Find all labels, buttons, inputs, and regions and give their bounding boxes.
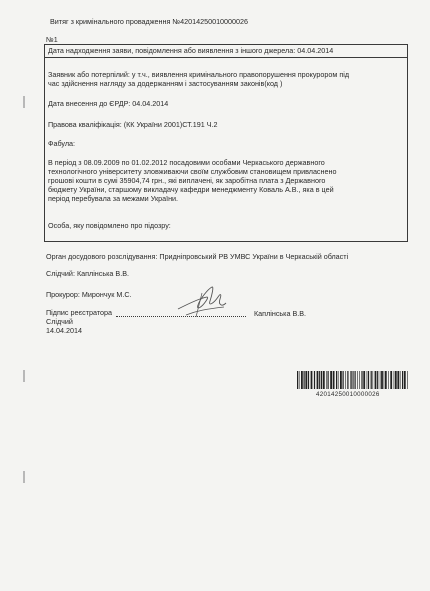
barcode-bar — [402, 371, 403, 389]
barcode-number: 42014250010000026 — [316, 391, 380, 398]
investigation-organ: Орган досудового розслідування: Придніпровський РВ УМВС України в Черкаській області — [46, 252, 349, 261]
barcode-bar — [361, 371, 362, 389]
barcode-bar — [326, 371, 327, 389]
barcode-bar — [336, 371, 337, 389]
applicant-line-2: час здійснення нагляду за додержанням і застосуванням законів(код ) — [48, 79, 283, 88]
barcode-bar — [390, 371, 392, 389]
punch-mark — [21, 96, 27, 108]
barcode-bar — [317, 371, 319, 389]
plot-line-1: В період з 08.09.2009 по 01.02.2012 посадовими особами Черкаського державного — [48, 158, 325, 167]
barcode-bar — [314, 371, 315, 389]
barcode-bar — [385, 371, 387, 389]
erdr-date: Дата внесення до ЄРДР: 04.04.2014 — [48, 99, 169, 108]
barcode-bar — [304, 371, 305, 389]
barcode-bar — [400, 371, 401, 389]
plot-line-2: технологічного університету зловживаючи своїм службовим становищем привласнено — [48, 167, 337, 176]
prosecutor-line: Прокурор: Мирончук М.С. — [46, 290, 132, 299]
signer-name: Каплінська В.В. — [254, 309, 307, 318]
plot-line-4: бюджету України, старшому викладачу кафедри менеджменту Коваль А.В., яка в цей — [48, 185, 334, 194]
barcode-bar — [333, 371, 335, 389]
barcode-bar — [384, 371, 385, 389]
barcode-bar — [397, 371, 399, 389]
barcode-bar — [350, 371, 351, 389]
document-header: Витяг з кримінального провадження №42014250010000026 — [50, 17, 249, 26]
barcode-bar — [375, 371, 377, 389]
barcode-bar — [394, 371, 395, 389]
signer-role: Слідчий — [46, 317, 73, 326]
sign-date: 14.04.2014 — [46, 326, 82, 335]
barcode-bar — [404, 371, 406, 389]
barcode-bar — [347, 371, 348, 389]
suspect-line: Особа, яку повідомлено про підозру: — [48, 221, 171, 230]
barcode-bar — [308, 371, 309, 389]
barcode-bar — [407, 371, 408, 389]
barcode-bar — [328, 371, 329, 389]
barcode-bar — [338, 371, 339, 389]
barcode-bar — [380, 371, 381, 389]
plot-label: Фабула: — [48, 139, 76, 148]
barcode-bar — [371, 371, 372, 389]
punch-mark — [21, 471, 27, 483]
barcode-bar — [351, 371, 352, 389]
barcode-bar — [321, 371, 322, 389]
table-divider — [45, 57, 407, 58]
barcode-bar — [388, 371, 389, 389]
received-date: Дата надходження заяви, повідомлення або виявлення з іншого джерела: 04.04.2014 — [48, 46, 334, 55]
barcode-image — [296, 371, 409, 389]
barcode-bar — [343, 371, 344, 389]
barcode-bar — [340, 371, 342, 389]
barcode-bar — [323, 371, 325, 389]
barcode-bar — [301, 371, 303, 389]
record-number: №1 — [46, 35, 58, 44]
signature-label: Підпис реєстратора — [46, 308, 113, 317]
barcode-bar — [357, 371, 358, 389]
applicant-line-1: Заявник або потерпілий: у т.ч., виявлення кримінального правопорушення прокурором під — [48, 70, 350, 79]
barcode-bar — [330, 371, 332, 389]
investigator-line: Слідчий: Каплінська В.В. — [46, 269, 129, 278]
barcode-bar — [355, 371, 356, 389]
legal-qualification: Правова кваліфікація: (КК України 2001)СТ.191 Ч.2 — [48, 120, 218, 129]
barcode-bar — [299, 371, 300, 389]
barcode-bar — [363, 371, 365, 389]
barcode-bar — [345, 371, 346, 389]
barcode-bar — [359, 371, 360, 389]
barcode-bar — [353, 371, 354, 389]
barcode-bar — [305, 371, 307, 389]
barcode-bar — [368, 371, 369, 389]
plot-line-3: грошові кошти в сумі 35904,74 грн., які виплачені, як заробітна плата з Державного — [48, 176, 326, 185]
barcode-bar — [377, 371, 378, 389]
handwritten-signature — [176, 285, 228, 319]
plot-line-5: період перебувала за межами України. — [48, 194, 179, 203]
record-table — [44, 44, 408, 242]
barcode-bar — [395, 371, 397, 389]
barcode-bar — [381, 371, 383, 389]
punch-mark — [21, 370, 27, 382]
barcode-bar — [367, 371, 368, 389]
barcode-bar — [297, 371, 298, 389]
barcode-bar — [373, 371, 374, 389]
barcode-bar — [311, 371, 313, 389]
barcode-bar — [319, 371, 320, 389]
